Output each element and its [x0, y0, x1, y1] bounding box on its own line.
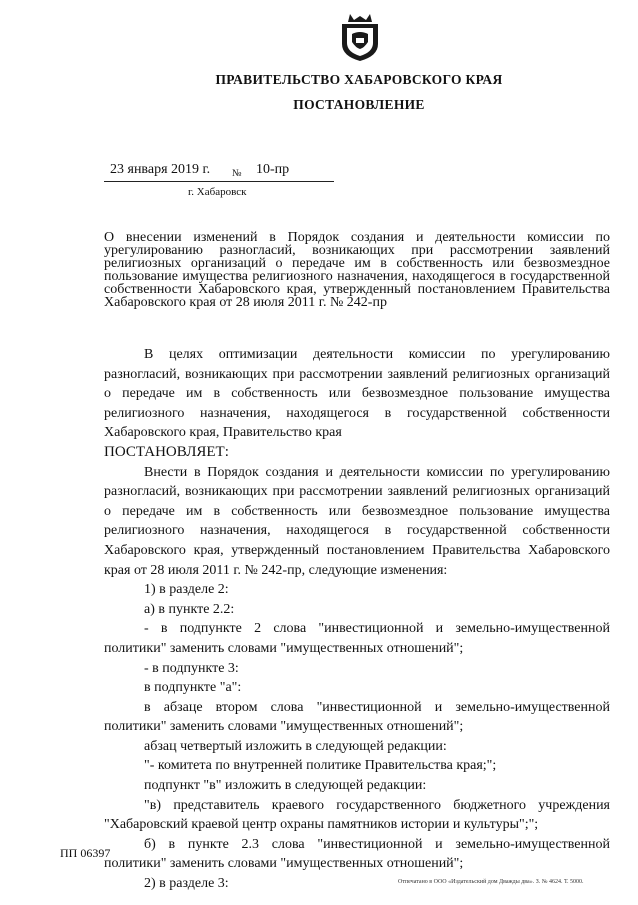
document-body — [104, 345, 610, 894]
decree-heading: ПОСТАНОВЛЯЕТ: — [104, 443, 229, 460]
document-number: 10-пр — [256, 162, 290, 177]
body-paragraph: а) в пункте 2.2: — [144, 601, 235, 617]
document-date: 23 января 2019 г. — [110, 162, 211, 177]
coat-of-arms-icon — [338, 10, 382, 62]
document-city: г. Хабаровск — [188, 186, 247, 198]
body-paragraph: Внести в Порядок создания и деятельности комиссии по урегулированию разногласий, возникающих при рассмотрении заявлений религиозных организаций о передаче им в собственность или безвозмездное пользование имущества религиозного назначения, находящегося в государственной собственности Хабаровского края, утвержденный постановлением Правительства Хабаровского края от 28 июля 2011 г. № 242-пр, следующие изменения: — [104, 464, 610, 578]
body-paragraph: 2) в разделе 3: — [144, 876, 229, 892]
body-paragraph: подпункт "в" изложить в следующей редакции: — [144, 778, 427, 794]
preamble-paragraph: В целях оптимизации деятельности комиссии по урегулированию разногласий, возникающих при рассмотрении заявлений религиозных организаций о передаче им в собственность или безвозмездное пользование имущества религиозного назначения, находящегося в государственной собственности Хабаровского края, Правительство края — [104, 347, 610, 441]
body-paragraph: "- комитета по внутренней политике Правительства края;"; — [144, 758, 497, 774]
body-paragraph: - в подпункте 3: — [144, 660, 239, 676]
document-type: ПОСТАНОВЛЕНИЕ — [293, 97, 425, 112]
body-paragraph: в подпункте "а": — [144, 680, 242, 696]
body-paragraph: - в подпункте 2 слова "инвестиционной и земельно-имущественной политики" заменить словами "имущественных отношений"; — [104, 621, 610, 656]
body-paragraph: абзац четвертый изложить в следующей редакции: — [144, 738, 447, 754]
body-paragraph: в абзаце втором слова "инвестиционной и земельно-имущественной политики" заменить словами "имущественных отношений"; — [104, 699, 610, 735]
registration-stamp: ПП 06397 — [60, 846, 111, 860]
body-paragraph: 1) в разделе 2: — [144, 582, 229, 598]
document-subject: О внесении изменений в Порядок создания и деятельности комиссии по урегулированию разногласий, возникающих при рассмотрении заявлений религиозных организаций о передаче им в собственность или безвозмездное пользование имущества религиозного назначения, находящегося в государственной собственности Хабаровского края, утвержденный постановлением Правительства Хабаровского края от 28 июля 2011 г. № 242-пр — [104, 230, 610, 310]
printer-imprint: Отпечатано в ООО «Издательский дом Дважды два». З. № 4624. Т. 5000. — [398, 879, 584, 885]
date-underline — [104, 181, 334, 182]
body-paragraph: "в) представитель краевого государственного бюджетного учреждения "Хабаровский краевой центр охраны памятников истории и культуры";"; — [104, 797, 610, 833]
number-label: № — [232, 168, 242, 179]
body-paragraph: б) в пункте 2.3 слова "инвестиционной и земельно-имущественной политики" заменить словами "имущественных отношений"; — [104, 836, 610, 872]
government-title: ПРАВИТЕЛЬСТВО ХАБАРОВСКОГО КРАЯ — [215, 72, 503, 87]
